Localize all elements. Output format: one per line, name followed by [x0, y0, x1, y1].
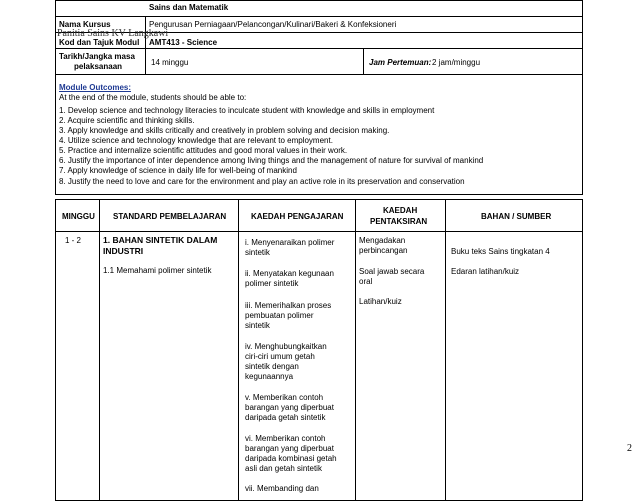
duration-label-line1: Tarikh/Jangka masa — [59, 52, 135, 61]
outcome-item: 4. Utilize science and technology knowledge that are relevant to employment. — [59, 136, 333, 145]
th-resource: BAHAN / SUMBER — [481, 212, 552, 221]
assessment-item: Soal jawab secara — [359, 267, 425, 276]
th-week: MINGGU — [62, 212, 95, 221]
outcome-item: 1. Develop science and technology literacies to inculcate student with knowledge and skills in employment — [59, 106, 435, 115]
method-item: iv. Menghubungkaitkan — [245, 342, 327, 351]
resource-item: Edaran latihan/kuiz — [451, 267, 520, 276]
assessment-item: Mengadakan — [359, 236, 406, 245]
duration-label-line2: pelaksanaan — [74, 62, 123, 71]
method-item: asli dan getah sintetik — [245, 464, 322, 473]
th-assessment-line1: KAEDAH — [383, 206, 418, 215]
assessment-item: perbincangan — [359, 246, 408, 255]
method-item: daripada getah sintetik — [245, 413, 326, 422]
standard-title-line2: INDUSTRI — [103, 246, 144, 256]
method-item: kegunaannya — [245, 372, 294, 381]
method-item: ii. Menyatakan kegunaan — [245, 269, 334, 278]
method-item: ciri-ciri umum getah — [245, 352, 315, 361]
th-standard: STANDARD PEMBELAJARAN — [113, 212, 227, 221]
method-item: vii. Membanding dan — [245, 484, 319, 493]
outcome-item: 3. Apply knowledge and skills critically and creatively in problem solving and decision making. — [59, 126, 390, 135]
method-item: pembuatan polimer — [245, 311, 314, 320]
page-number: 2 — [627, 443, 632, 454]
outcomes-intro: At the end of the module, students should be able to: — [59, 93, 247, 102]
subject-title: Sains dan Matematik — [149, 3, 229, 12]
method-item: v. Memberikan contoh — [245, 393, 324, 402]
method-item: iii. Memerihalkan proses — [245, 301, 332, 310]
duration-value: 14 minggu — [151, 58, 189, 67]
module-label: Kod dan Tajuk Modul — [59, 38, 140, 47]
method-item: barangan yang diperbuat — [245, 444, 334, 453]
resource-item: Buku teks Sains tingkatan 4 — [451, 247, 550, 256]
assessment-item: Latihan/kuiz — [359, 297, 402, 306]
outcome-item: 2. Acquire scientific and thinking skills. — [59, 116, 195, 125]
module-value: AMT413 - Science — [149, 38, 218, 47]
method-item: sintetik dengan — [245, 362, 299, 371]
method-item: i. Menyenaraikan polimer — [245, 238, 335, 247]
td-week-cell — [55, 231, 100, 501]
method-item: polimer sintetik — [245, 279, 299, 288]
outcome-item: 7. Apply knowledge of science in daily life for well-being of mankind — [59, 166, 297, 175]
outcome-item: 8. Justify the need to love and care for the environment and play an active role in its preservation and conservation — [59, 177, 465, 186]
course-label: Nama Kursus — [59, 20, 111, 29]
row-week: 1 - 2 — [65, 236, 82, 245]
method-item: sintetik — [245, 248, 270, 257]
method-item: barangan yang diperbuat — [245, 403, 334, 412]
outcome-item: 6. Justify the importance of inter dependence among living things and the management of nature for survival of mankind — [59, 156, 484, 165]
assessment-item: oral — [359, 277, 373, 286]
method-item: daripada kombinasi getah — [245, 454, 337, 463]
course-value: Pengurusan Perniagaan/Pelancongan/Kulinari/Bakeri & Konfeksioneri — [149, 20, 397, 29]
meeting-value: 2 jam/minggu — [432, 58, 481, 67]
standard-title-line1: 1. BAHAN SINTETIK DALAM — [103, 235, 218, 245]
meeting-label: Jam Pertemuan: — [369, 58, 432, 67]
standard-sub: 1.1 Memahami polimer sintetik — [103, 266, 212, 275]
panel-stamp: Panitia Sains KV Langkawi — [57, 28, 169, 39]
th-assessment-line2: PENTAKSIRAN — [370, 217, 428, 226]
th-method: KAEDAH PENGAJARAN — [251, 212, 344, 221]
method-item: vi. Memberikan contoh — [245, 434, 326, 443]
header-subject-cell — [55, 0, 583, 17]
method-item: sintetik — [245, 321, 270, 330]
outcomes-title: Module Outcomes: — [59, 83, 132, 92]
outcome-item: 5. Practice and internalize scientific attitudes and good moral values in their work. — [59, 146, 348, 155]
